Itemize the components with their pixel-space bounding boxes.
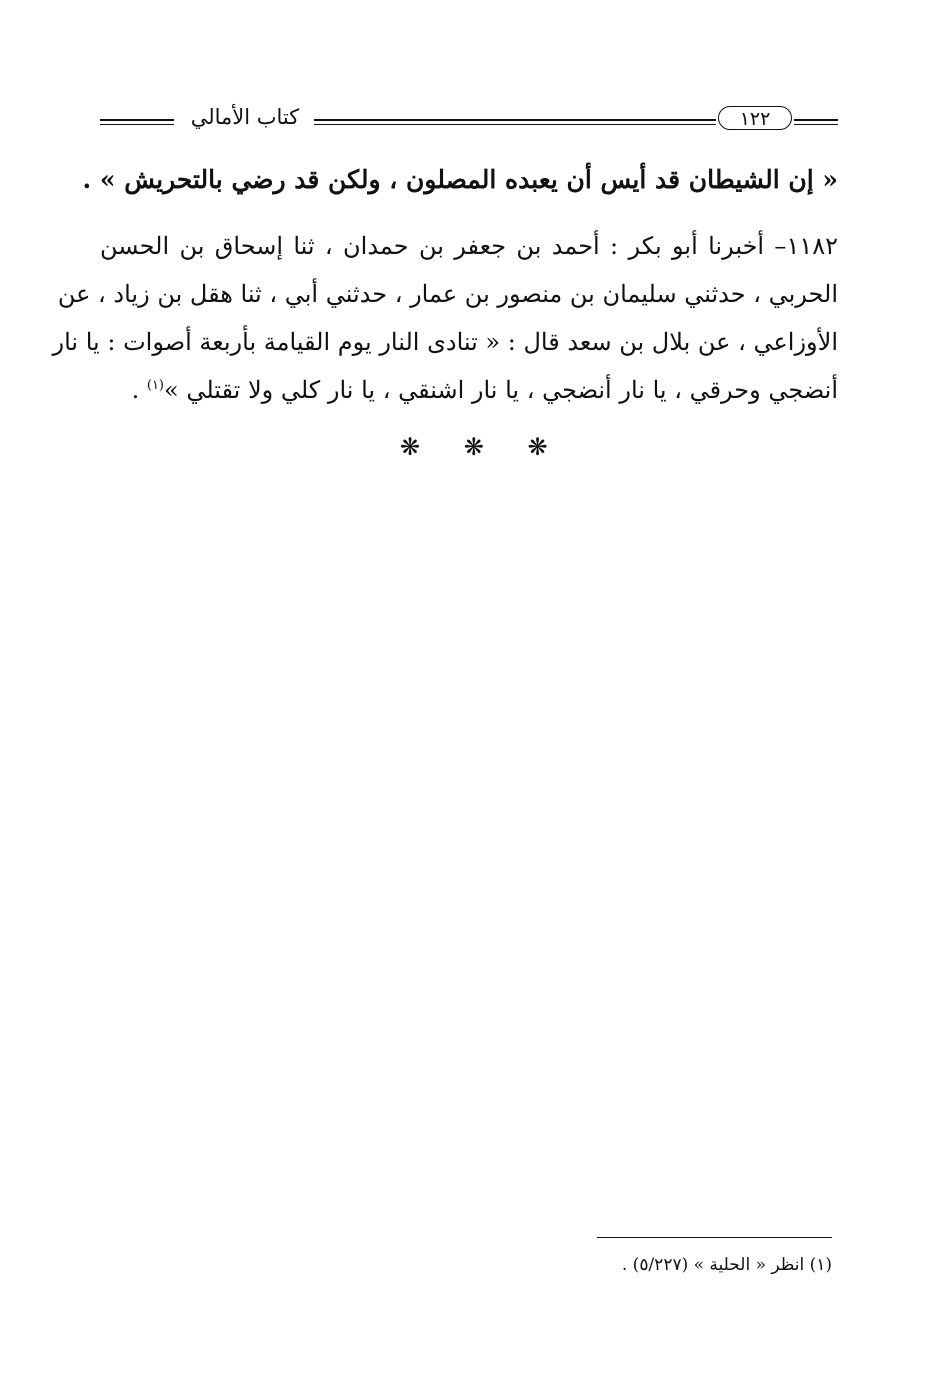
footnote: (١) انظر « الحلية » (٥/٢٢٧) . (621, 1255, 832, 1275)
header-rule-middle (314, 119, 716, 121)
paragraph-line: الأوزاعي ، عن بلال بن سعد قال : « تنادى النار يوم القيامة بأربعة أصوات : يا نار (52, 328, 838, 356)
page-number: ١٢٢ (718, 106, 792, 130)
paragraph-line: الحربي ، حدثني سليمان بن منصور بن عمار ، حدثني أبي ، ثنا هقل بن زياد ، عن (57, 280, 838, 308)
hadith-continuation: « إن الشيطان قد أيس أن يعبده المصلون ، ولكن قد رضي بالتحريش » . (82, 165, 838, 194)
closing-punctuation: . (131, 376, 147, 404)
footnote-marker: (١) (146, 378, 164, 393)
running-header (100, 100, 838, 140)
book-title: كتاب الأمالي (190, 105, 300, 129)
paragraph-line-text: أنضجي وحرقي ، يا نار أنضجي ، يا نار اشنقي ، يا نار كلي ولا تقتلي » (164, 376, 838, 404)
paragraph-line: ١١٨٢– أخبرنا أبو بكر : أحمد بن جعفر بن حمدان ، ثنا إسحاق بن الحسن (100, 232, 838, 260)
paragraph-line-last (100, 366, 838, 414)
hadith-paragraph (52, 222, 838, 414)
footnote-rule (597, 1237, 832, 1238)
section-separator: ❋ ❋ ❋ (400, 433, 566, 461)
header-rule-right (794, 119, 838, 121)
header-rule-left (100, 119, 174, 121)
